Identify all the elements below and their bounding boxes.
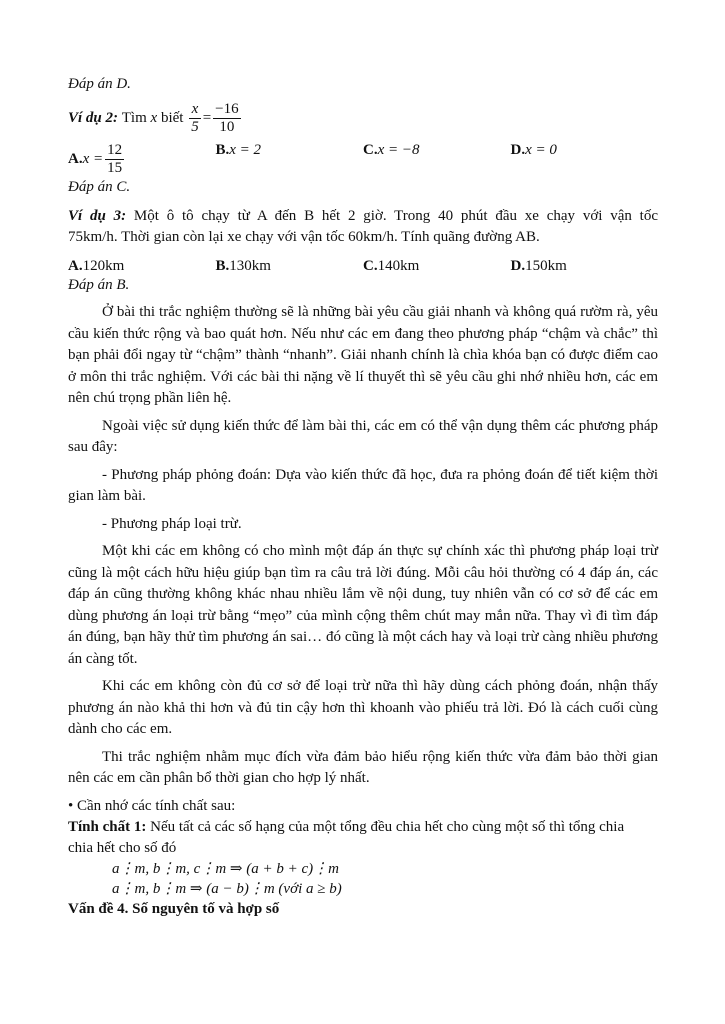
- option-d: D.x = 0: [510, 142, 557, 158]
- fraction-minus16-over-10: $\frac{-16}{10}$: [215, 101, 239, 135]
- example-2-label: Ví dụ 2:: [68, 110, 119, 126]
- paragraph-2: Ngoài việc sử dụng kiến thức để làm bài thi, các em có thể vận dụng thêm các phương pháp sau đây:: [68, 417, 658, 455]
- option-a-120: A.120km: [68, 258, 125, 274]
- option-c: C.x = −8: [363, 142, 420, 158]
- example-2-text: Tìm: [121, 110, 147, 126]
- answer-b: Đáp án B.: [68, 277, 130, 293]
- property-1: [68, 817, 658, 859]
- option-a: A. x = $\frac{12}{15}$: [68, 142, 123, 176]
- paragraph-3: - Phương pháp phỏng đoán: Dựa vào kiến thức đã học, đưa ra phỏng đoán để tiết kiệm thời gian làm bài.: [68, 466, 658, 504]
- property-1-text: Nếu tất cả các số hạng của một tổng đều chia hết cho cùng một số thì tổng chia chia hết cho số đó: [68, 818, 625, 856]
- example-3-options: [68, 258, 658, 275]
- answer-d: Đáp án D.: [68, 76, 131, 92]
- paragraph-6: Khi các em không còn đủ cơ sở để loại trừ nữa thì hãy dùng cách phỏng đoán, nhận thấy phương án nào khả thi hơn và đủ tin cậy hơn thì khoanh vào phiếu trả lời. Đó là cách cuối cùng dành cho các em.: [68, 678, 658, 737]
- example-3-line1: Một ô tô chạy từ A đến B hết 2 giờ. Trong 40 phút đầu xe chạy với vận tốc: [133, 208, 659, 224]
- example-3-label: Ví dụ 3:: [68, 208, 127, 224]
- notes-bullet: • Cần nhớ các tính chất sau:: [68, 797, 236, 814]
- paragraph-5: Một khi các em không có cho mình một đáp án thực sự chính xác thì phương pháp loại trừ cũng là một cách hữu hiệu giúp bạn tìm ra câu trả lời đúng. Mỗi câu hỏi thường có 4 đáp án, các đáp án cũng thường không khác nhau nhiều lắm về nội dung, tuy nhiên vẫn có cơ sở để các em dùng phương án loại trừ bằng “mẹo” của mình cộng thêm chút may mắn nữa. Thay vì đi tìm đáp án đúng, bạn hãy thử tìm phương án sai… đó cũng là một cách hay và loại trừ càng nhiều phương án càng tốt.: [68, 543, 658, 667]
- paragraph-4: - Phương pháp loại trừ.: [102, 515, 242, 532]
- formula-1: a⋮m, b⋮m, c⋮m ⇒ (a + b + c)⋮m: [112, 860, 339, 877]
- answer-c: Đáp án C.: [68, 179, 131, 195]
- section-heading: Vấn đề 4. Số nguyên tố và hợp số: [68, 900, 280, 917]
- option-d-150: D.150km: [510, 258, 567, 274]
- document-page: [68, 74, 658, 920]
- paragraph-1: Ở bài thi trắc nghiệm thường sẽ là những bài yêu cầu giải nhanh và không quá rườm rà, yêu cầu kiến thức rộng và bao quát hơn. Nếu như các em đang theo phương pháp “chậm và chắc” thì bạn phải đổi ngay từ “chậm” thành “nhanh”. Giải nhanh chính là chìa khóa bạn có được điểm cao ở môn thi trắc nghiệm. Với các bài thi nặng về lí thuyết thì sẽ yêu cầu ghi nhớ nhiều hơn, các em nên chú trọng phần liên hệ.: [68, 304, 658, 406]
- option-c-140: C.140km: [363, 258, 420, 274]
- equals-sign: =: [202, 110, 212, 126]
- property-1-label: Tính chất 1:: [68, 818, 147, 835]
- option-b-130: B.130km: [215, 258, 271, 274]
- example-2-text2: biết: [160, 110, 184, 126]
- formula-2: a⋮m, b⋮m ⇒ (a − b)⋮m (với a ≥ b): [112, 880, 342, 897]
- fraction-x-over-5: $\frac{x}{5}$: [191, 101, 199, 135]
- fraction-12-over-15: $\frac{12}{15}$: [107, 142, 123, 176]
- option-b: B.x = 2: [215, 142, 262, 158]
- example-2-options: [68, 142, 658, 177]
- example-3-question: [68, 206, 658, 248]
- paragraph-7: Thi trắc nghiệm nhằm mục đích vừa đảm bảo hiểu rộng kiến thức vừa đảm bảo thời gian nên các em cần phân bổ thời gian cho hợp lý nhất.: [68, 748, 658, 786]
- example-3-line2: 75km/h. Thời gian còn lại xe chạy với vận tốc 60km/h. Tính quãng đường AB.: [68, 229, 540, 245]
- example-2-var: x: [150, 110, 158, 126]
- example-2-question: [68, 101, 658, 136]
